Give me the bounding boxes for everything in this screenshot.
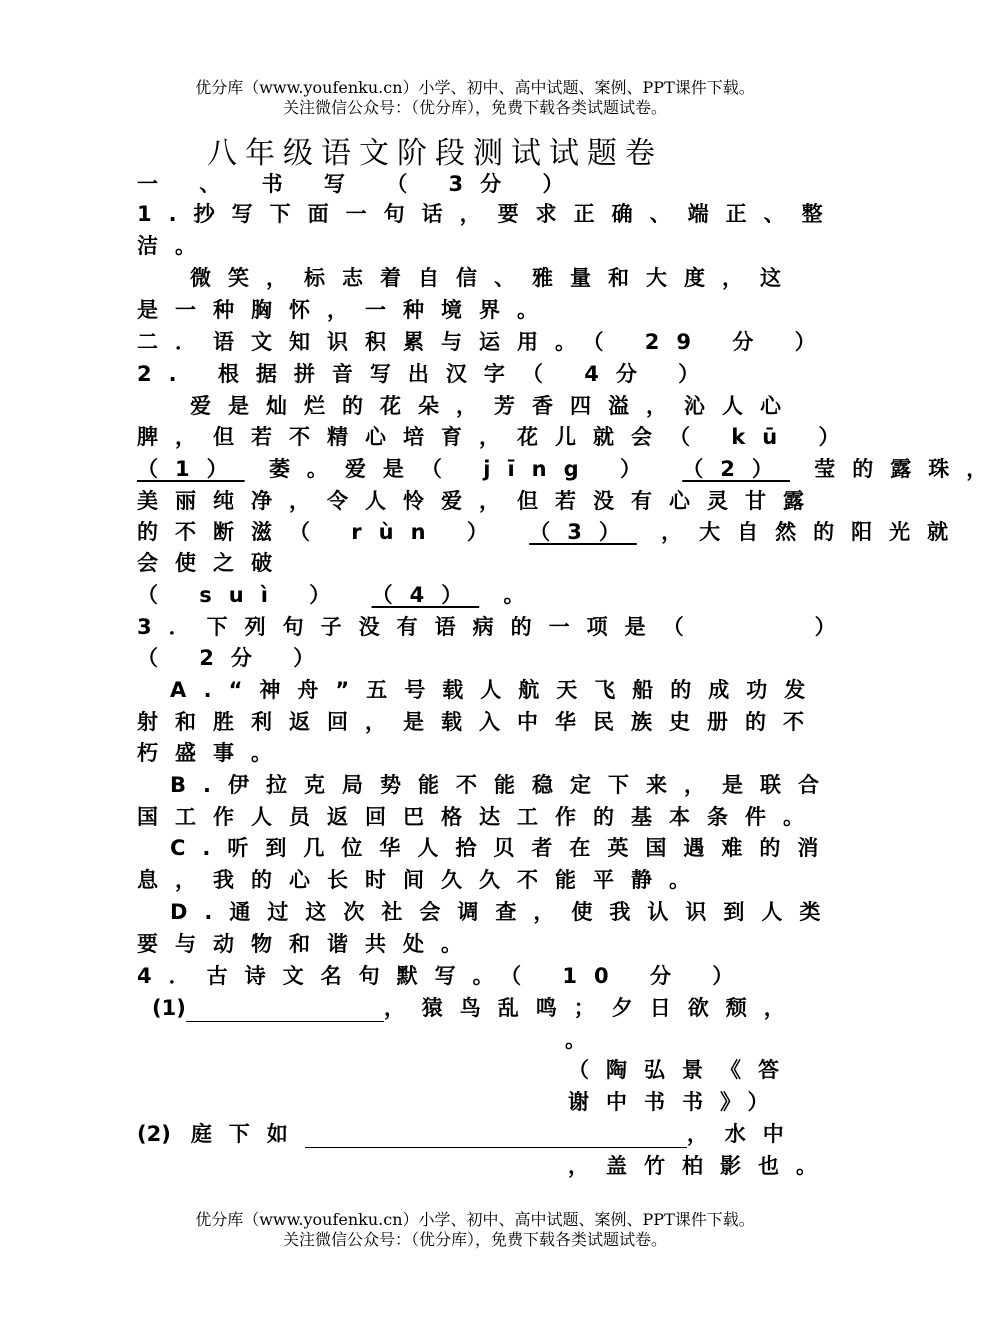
q4-item-2-text-b: ，水中 bbox=[686, 1122, 801, 1146]
q2-line-3-mid: 萎。爱是（ jīng ） bbox=[268, 457, 658, 481]
page-title: 八年级语文阶段测试试题卷 bbox=[207, 136, 663, 171]
q2-line-4: 美丽纯净，令人怜爱，但若没有心灵甘露 bbox=[137, 489, 821, 513]
q3-score: （ 2分 ） bbox=[137, 646, 332, 670]
q4-item-1-text: ，猿鸟乱鸣；夕日欲颓， bbox=[383, 996, 802, 1020]
footer-line-2: 关注微信公众号：（优分库），免费下载各类试题试卷。 bbox=[282, 1230, 667, 1249]
q2-line-7-end: 。 bbox=[503, 583, 542, 607]
q1-prompt-line-1: 1.抄写下面一句话，要求正确、端正、整 bbox=[137, 202, 840, 226]
q2-line-3-end: 莹的露珠， bbox=[814, 457, 1004, 481]
blank-1[interactable]: （1） bbox=[137, 457, 245, 481]
q4-item-1-blank[interactable] bbox=[186, 999, 384, 1022]
section2-heading: 二．语文知识积累与运用。（ 29 分 ） bbox=[137, 330, 833, 354]
footer-line-1: 优分库（www.youfenku.cn）小学、初中、高中试题、案例、PPT课件下载。 bbox=[195, 1210, 755, 1229]
blank-3[interactable]: （3） bbox=[529, 520, 637, 544]
q2-line-1: 爱是灿烂的花朵，芳香四溢，沁人心 bbox=[190, 394, 798, 418]
q2-prompt: 2. 根据拼音写出汉字（ 4分 ） bbox=[137, 362, 717, 386]
q1-text-line-1: 微笑，标志着自信、雅量和大度，这 bbox=[190, 266, 798, 290]
section1-heading: 一 、 书 写 （ 3分 ） bbox=[137, 172, 581, 196]
q3-option-b-line-2: 国工作人员返回巴格达工作的基本条件。 bbox=[137, 805, 821, 829]
q2-line-5 bbox=[137, 516, 965, 546]
q3-option-a-line-1: A.“神舟”五号载人航天飞船的成功发 bbox=[170, 678, 823, 702]
q2-line-7 bbox=[137, 579, 542, 609]
q4-item-2-text-a: 庭下如 bbox=[190, 1122, 305, 1146]
q2-line-5-end: ，大自然的阳光就 bbox=[661, 520, 966, 544]
q3-option-d-line-1: D.通过这次社会调查，使我认识到人类 bbox=[170, 900, 838, 924]
q2-line-3 bbox=[137, 453, 1004, 483]
q1-text-line-2: 是一种胸怀，一种境界。 bbox=[137, 298, 555, 322]
q2-line-6: 会使之破 bbox=[137, 551, 289, 575]
q3-option-c-line-1: C.听到几位华人拾贝者在英国遇难的消 bbox=[170, 836, 836, 860]
blank-4[interactable]: （4） bbox=[371, 583, 480, 607]
q3-option-a-line-3: 朽盛事。 bbox=[137, 741, 289, 765]
q4-item-2-end: ，盖竹柏影也。 bbox=[568, 1154, 834, 1178]
q2-line-5-start: 的不断滋（ rùn ） bbox=[137, 520, 505, 544]
header-line-2: 关注微信公众号：（优分库），免费下载各类试题试卷。 bbox=[282, 98, 667, 117]
q3-prompt: 3．下列句子没有语病的一项是（ ） bbox=[137, 615, 853, 639]
q4-item-1-source-line-2: 谢中书书》） bbox=[568, 1090, 786, 1114]
header-line-1: 优分库（www.youfenku.cn）小学、初中、高中试题、案例、PPT课件下载。 bbox=[195, 78, 755, 97]
q4-item-2-label: (2) bbox=[137, 1122, 171, 1146]
q4-item-1-source-line-1: （陶弘景《答 bbox=[568, 1058, 796, 1082]
blank-2[interactable]: （2） bbox=[682, 457, 790, 481]
q3-option-a-line-2: 射和胜利返回，是载入中华民族史册的不 bbox=[137, 710, 821, 734]
q3-option-b-line-1: B.伊拉克局势能不能稳定下来，是联合 bbox=[170, 773, 836, 797]
q4-prompt: 4．古诗文名句默写。（ 10 分 ） bbox=[137, 964, 751, 988]
q4-item-2 bbox=[137, 1118, 801, 1148]
q4-item-1-label: (1) bbox=[152, 996, 186, 1020]
q3-option-d-line-2: 要与动物和谐共处。 bbox=[137, 932, 479, 956]
q4-item-1-end: 。 bbox=[565, 1028, 603, 1052]
q1-prompt-line-2: 洁。 bbox=[137, 234, 213, 258]
q3-option-c-line-2: 息，我的心长时间久久不能平静。 bbox=[137, 868, 707, 892]
q2-line-7-start: （ suì ） bbox=[137, 583, 348, 607]
q4-item-2-blank[interactable] bbox=[305, 1125, 687, 1148]
q4-item-1 bbox=[152, 992, 802, 1022]
q2-line-2: 脾，但若不精心培育，花儿就会（ kū ） bbox=[137, 425, 857, 449]
